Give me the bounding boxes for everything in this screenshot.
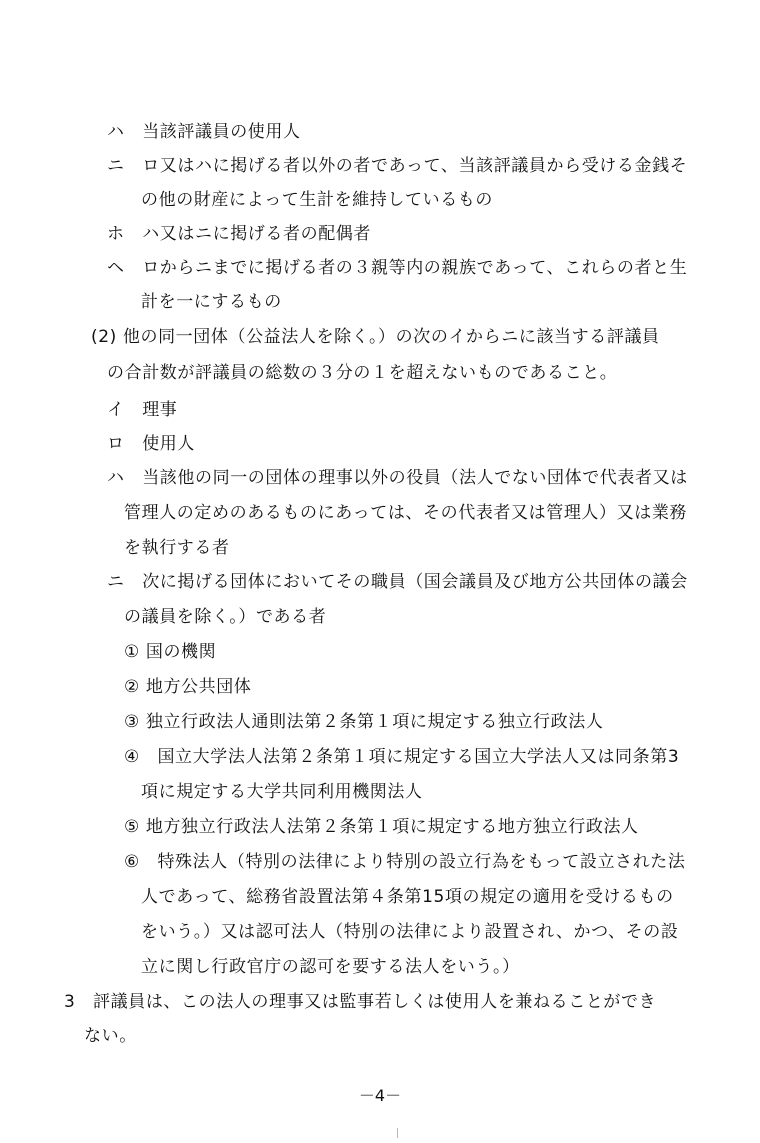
item-ho: ホ ハ又はニに掲げる者の配偶者 [107,224,371,244]
item-he-cont: 計を一にするもの [141,292,282,312]
sub-item-4: ④ 国立大学法人法第２条第１項に規定する国立大学法人又は同条第3 [124,747,680,767]
item-ni-2: ニ 次に掲げる団体においてその職員（国会議員及び地方公共団体の議会 [107,572,688,592]
sub-item-5: ⑤ 地方独立行政法人法第２条第１項に規定する地方独立行政法人 [124,817,639,837]
sub-item-6-cont-2: をいう。）又は認可法人（特別の法律により設置され、かつ、その設 [141,922,679,942]
item-ha-2-cont-2: を執行する者 [124,538,230,558]
sub-item-2: ② 地方公共団体 [124,677,252,697]
page-number: －4－ [358,1086,402,1105]
sub-item-3: ③ 独立行政法人通則法第２条第１項に規定する独立行政法人 [124,712,604,732]
scan-speck [397,1128,398,1138]
sub-item-6: ⑥ 特殊法人（特別の法律により特別の設立行為をもって設立された法 [124,852,686,872]
clause-2: (2) 他の同一団体（公益法人を除く。）の次のイからニに該当する評議員 [91,327,660,347]
item-he: ヘ ロからニまでに掲げる者の３親等内の親族であって、これらの者と生 [107,258,688,278]
sub-item-4-cont: 項に規定する大学共同利用機関法人 [141,782,423,802]
item-ha-2: ハ 当該他の同一の団体の理事以外の役員（法人でない団体で代表者又は [107,468,688,488]
clause-2-cont: の合計数が評議員の総数の３分の１を超えないものであること。 [107,363,618,383]
item-ni-1: ニ ロ又はハに掲げる者以外の者であって、当該評議員から受ける金銭そ [107,156,688,176]
sub-item-6-cont-3: 立に関し行政官庁の認可を要する法人をいう。） [141,957,520,977]
item-i: イ 理事 [107,400,178,420]
paragraph-3: 3 評議員は、この法人の理事又は監事若しくは使用人を兼ねることができ [64,992,657,1012]
item-ro: ロ 使用人 [107,434,195,454]
sub-item-1: ① 国の機関 [124,642,217,662]
item-ni-1-cont: の他の財産によって生計を維持しているもの [141,190,493,210]
sub-item-6-cont-1: 人であって、総務省設置法第４条第15項の規定の適用を受けるもの [141,887,674,907]
item-ha-1: ハ 当該評議員の使用人 [107,122,301,142]
item-ni-2-cont: の議員を除く。）である者 [124,607,327,627]
paragraph-3-cont: ない。 [84,1026,137,1046]
item-ha-2-cont-1: 管理人の定めのあるものにあっては、その代表者又は管理人）又は業務 [124,503,688,523]
